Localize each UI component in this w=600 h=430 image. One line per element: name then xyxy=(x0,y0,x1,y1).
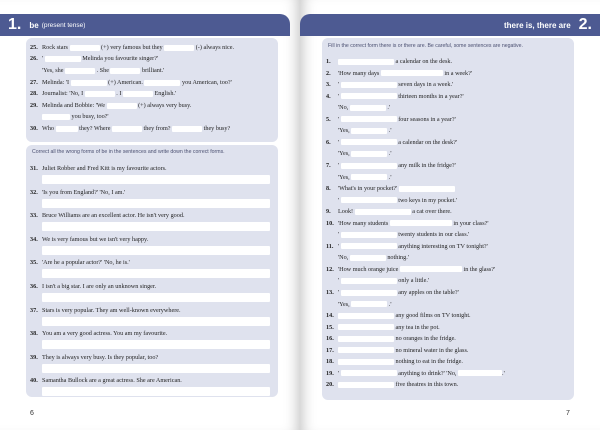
page-number-right: 7 xyxy=(566,410,570,417)
text: ' xyxy=(338,115,341,123)
left-unit-header xyxy=(0,14,290,36)
answer-blank[interactable] xyxy=(351,151,387,157)
exercise-line xyxy=(30,90,176,98)
item-number: 15. xyxy=(326,323,334,331)
text: .' xyxy=(502,369,505,377)
exercise-line xyxy=(326,185,455,193)
answer-blank[interactable] xyxy=(65,68,95,74)
correction-item xyxy=(30,212,185,220)
text: ' xyxy=(338,369,341,377)
answer-line[interactable] xyxy=(42,269,270,278)
correction-item xyxy=(30,377,182,385)
right-unit-header xyxy=(300,14,600,36)
text: 'No, xyxy=(338,254,350,262)
text: they busy? xyxy=(203,125,231,132)
correction-item xyxy=(30,189,125,197)
answer-line[interactable] xyxy=(42,293,270,302)
answer-line[interactable] xyxy=(42,199,270,208)
item-number: 6. xyxy=(326,138,331,146)
text: Journalist: 'No, I xyxy=(42,90,85,97)
text: ' xyxy=(338,277,341,285)
item-number: 4. xyxy=(326,92,331,100)
text: 'No, xyxy=(338,104,350,112)
item-number: 36. xyxy=(30,283,38,290)
answer-blank[interactable] xyxy=(144,80,180,86)
answer-blank[interactable] xyxy=(341,82,397,88)
answer-blank[interactable] xyxy=(350,255,386,261)
text: 'Yes, xyxy=(338,173,352,181)
exercise-line xyxy=(30,125,230,133)
exercise-line xyxy=(326,231,469,239)
item-number: 18. xyxy=(326,358,334,366)
exercise-line xyxy=(326,358,463,366)
sentence-text: Juliet Robber and Fred Kitt is my favourite actors. xyxy=(42,165,167,172)
text: any tea in the pot. xyxy=(394,323,440,331)
item-number: 17. xyxy=(326,346,334,354)
exercise-line xyxy=(326,150,391,158)
exercise-line xyxy=(326,220,489,228)
text: 'How much orange juice xyxy=(338,265,400,273)
item-number: 16. xyxy=(326,335,334,343)
exercise-line xyxy=(326,266,495,274)
text: 'How many days xyxy=(338,69,381,77)
left-instruction: Correct all the wrong forms of be in the sentences and write down the correct forms. xyxy=(32,149,225,155)
answer-blank[interactable] xyxy=(71,80,107,86)
answer-line[interactable] xyxy=(42,340,270,349)
answer-blank[interactable] xyxy=(341,243,397,249)
answer-line[interactable] xyxy=(42,364,270,373)
text: you busy, too?' xyxy=(71,113,109,120)
answer-blank[interactable] xyxy=(338,347,394,353)
text: 'Yes, she xyxy=(42,67,66,74)
text: a calendar on the desk?' xyxy=(396,138,458,146)
text: no mineral water in the glass. xyxy=(394,346,469,354)
exercise-line xyxy=(326,289,459,297)
text: ' xyxy=(338,242,341,250)
answer-line[interactable] xyxy=(42,246,270,255)
item-number: 3. xyxy=(326,81,331,89)
text: they from? xyxy=(143,125,173,132)
text: ' xyxy=(338,81,341,89)
item-number: 11. xyxy=(326,242,334,250)
item-number: 20. xyxy=(326,381,334,389)
item-number: 13. xyxy=(326,289,334,296)
answer-blank[interactable] xyxy=(381,70,443,76)
text: in a week?' xyxy=(442,69,472,77)
item-number: 25. xyxy=(30,44,38,51)
text: nothing.' xyxy=(385,254,409,262)
answer-blank[interactable] xyxy=(123,91,153,97)
text: .' xyxy=(387,173,392,181)
answer-blank[interactable] xyxy=(341,278,397,284)
answer-blank[interactable] xyxy=(70,45,100,51)
text: in your class?' xyxy=(451,219,489,227)
text: five theatres in this town. xyxy=(394,381,459,389)
text: (+) very famous but they xyxy=(101,44,165,51)
sentence-text: 'Are he a popular actor?' 'No, he is.' xyxy=(42,259,130,267)
item-number: 7. xyxy=(326,161,331,169)
exercise-line xyxy=(326,104,390,112)
text: 'Yes, xyxy=(338,127,352,135)
item-number: 33. xyxy=(30,212,38,220)
text: Melinda you favourite singer?' xyxy=(82,55,159,62)
answer-blank[interactable] xyxy=(341,93,397,99)
text: a cat over there. xyxy=(410,208,452,216)
item-number: 10. xyxy=(326,219,334,227)
text: English.' xyxy=(154,90,177,97)
text: 'What's in your pocket?' xyxy=(338,185,399,193)
text: ' xyxy=(42,55,45,62)
text: they? Where xyxy=(79,125,112,132)
exercise-line xyxy=(326,301,391,309)
sentence-text: We is very famous but we isn't very happy. xyxy=(42,235,149,243)
text: no oranges in the fridge. xyxy=(394,335,456,343)
exercise-line xyxy=(326,347,468,355)
unit-number: 1. xyxy=(8,16,22,33)
exercise-line xyxy=(30,55,158,63)
text: in the glass?' xyxy=(461,265,496,273)
item-number: 14. xyxy=(326,312,334,320)
exercise-line xyxy=(326,139,457,147)
text: .' xyxy=(387,150,392,158)
correction-item xyxy=(30,283,156,291)
answer-blank[interactable] xyxy=(56,126,78,132)
text: .' xyxy=(385,104,390,112)
sentence-text: Samantha Bullock are a great actress. She are American. xyxy=(42,377,182,385)
sentence-text: 'Is you from England?' 'No, I am.' xyxy=(42,188,126,196)
item-number: 32. xyxy=(30,188,38,196)
exercise-line xyxy=(326,58,452,66)
item-number: 9. xyxy=(326,208,331,216)
answer-blank[interactable] xyxy=(338,313,394,319)
unit-title: be xyxy=(29,20,39,30)
text: ' xyxy=(338,231,341,239)
text: Melinda and Bobbie: 'We xyxy=(42,102,107,109)
sentence-text: Stars is very popular. They am well-known everywhere. xyxy=(42,306,181,314)
item-number: 26. xyxy=(30,55,38,62)
sentence-text: I isn't a big star. I are only an unknown singer. xyxy=(42,283,157,290)
text: ' xyxy=(338,196,341,204)
unit-subtitle: (present tense) xyxy=(41,21,86,29)
text: nothing to eat in the fridge. xyxy=(394,358,463,366)
text: 'How many students xyxy=(338,219,390,227)
text: any milk in the fridge?' xyxy=(396,161,456,169)
text: thirteen months in a year?' xyxy=(396,92,464,100)
exercise-line xyxy=(326,254,409,262)
item-number: 30. xyxy=(30,125,38,132)
correction-item xyxy=(30,165,167,173)
item-number: 28. xyxy=(30,90,38,97)
item-number: 2. xyxy=(326,69,331,77)
text: ' xyxy=(338,138,341,146)
right-instruction: Fill in the correct form there is or there are. Be careful, some sentences are negative. xyxy=(328,43,523,49)
answer-blank[interactable] xyxy=(107,103,137,109)
text: (-) always nice. xyxy=(195,44,235,51)
exercise-line xyxy=(30,102,191,110)
correction-item xyxy=(30,259,130,267)
answer-blank[interactable] xyxy=(112,126,142,132)
text: brilliant.' xyxy=(142,67,165,74)
answer-blank[interactable] xyxy=(341,232,397,238)
exercise-line xyxy=(30,79,232,87)
answer-blank[interactable] xyxy=(172,126,202,132)
exercise-line xyxy=(30,67,164,75)
text: twenty students in our class.' xyxy=(396,231,470,239)
exercise-line xyxy=(326,174,391,182)
sentence-text: Bruce Williams are an excellent actor. He isn't very good. xyxy=(42,212,185,220)
text: 'Yes, xyxy=(338,300,352,308)
text: Melinda: 'I xyxy=(42,79,71,86)
text: four seasons in a year?' xyxy=(396,115,456,123)
answer-blank[interactable] xyxy=(338,336,394,342)
exercise-line xyxy=(326,208,452,216)
answer-blank[interactable] xyxy=(341,116,397,122)
answer-blank[interactable] xyxy=(355,209,411,215)
text: any apples on the table?' xyxy=(396,289,459,296)
item-number: 35. xyxy=(30,259,38,267)
correction-item xyxy=(30,307,181,315)
exercise-line xyxy=(30,113,109,121)
answer-blank[interactable] xyxy=(341,139,397,145)
item-number: 38. xyxy=(30,330,38,338)
exercise-line xyxy=(326,70,472,78)
item-number: 29. xyxy=(30,102,38,109)
exercise-line xyxy=(326,243,488,251)
exercise-line xyxy=(326,381,458,389)
exercise-line xyxy=(326,335,456,343)
answer-blank[interactable] xyxy=(341,290,397,296)
text: ' xyxy=(338,92,341,100)
answer-line[interactable] xyxy=(42,175,270,184)
text: . She xyxy=(96,67,111,74)
exercise-line xyxy=(326,116,456,124)
item-number: 34. xyxy=(30,235,38,243)
answer-blank[interactable] xyxy=(351,128,387,134)
answer-blank[interactable] xyxy=(341,370,397,376)
item-number: 27. xyxy=(30,79,38,86)
answer-line[interactable] xyxy=(42,222,270,231)
exercise-line xyxy=(30,44,234,52)
item-number: 39. xyxy=(30,353,38,361)
text: seven days in a week.' xyxy=(396,81,454,89)
text: anything to drink?' 'No, xyxy=(396,369,457,377)
exercise-line xyxy=(326,370,505,378)
item-number: 12. xyxy=(326,265,334,273)
item-number: 5. xyxy=(326,115,331,123)
item-number: 31. xyxy=(30,165,38,172)
answer-blank[interactable] xyxy=(350,105,386,111)
text: Rock stars xyxy=(42,44,70,51)
exercise-line xyxy=(326,93,464,101)
answer-blank[interactable] xyxy=(338,382,394,388)
answer-line[interactable] xyxy=(42,317,270,326)
item-number: 1. xyxy=(326,58,331,65)
answer-blank[interactable] xyxy=(458,370,502,376)
item-number: 19. xyxy=(326,369,334,377)
correction-item xyxy=(30,354,158,362)
answer-blank[interactable] xyxy=(164,45,194,51)
page-number-left: 6 xyxy=(30,410,34,417)
exercise-line xyxy=(326,312,471,320)
answer-blank[interactable] xyxy=(400,266,462,272)
unit-title: there is, there are xyxy=(503,20,571,30)
answer-blank[interactable] xyxy=(351,174,387,180)
answer-blank[interactable] xyxy=(45,56,81,62)
item-number: 37. xyxy=(30,306,38,314)
answer-blank[interactable] xyxy=(42,114,70,120)
answer-blank[interactable] xyxy=(351,301,387,307)
text: ' xyxy=(338,289,341,296)
exercise-line xyxy=(326,81,453,89)
exercise-line xyxy=(326,162,456,170)
text: only a little.' xyxy=(396,277,430,285)
text: (+) American. xyxy=(108,79,145,86)
sentence-text: They is always very busy. Is they popular, too? xyxy=(42,353,159,361)
answer-blank[interactable] xyxy=(338,59,394,65)
answer-blank[interactable] xyxy=(338,324,394,330)
text: two keys in my pocket.' xyxy=(396,196,457,204)
text: .' xyxy=(387,300,392,308)
text: . I xyxy=(116,90,123,97)
answer-blank[interactable] xyxy=(85,91,115,97)
correction-item xyxy=(30,330,167,338)
sentence-text: You am a very good actress. You am my favourite. xyxy=(42,330,168,338)
answer-blank[interactable] xyxy=(341,163,397,169)
answer-blank[interactable] xyxy=(110,68,140,74)
answer-line[interactable] xyxy=(42,387,270,396)
text: Look! xyxy=(338,208,355,216)
answer-blank[interactable] xyxy=(399,186,455,192)
exercise-line xyxy=(326,277,429,285)
text: you American, too?' xyxy=(182,79,232,86)
text: (+) always very busy. xyxy=(138,102,192,109)
answer-blank[interactable] xyxy=(390,220,452,226)
correction-item xyxy=(30,236,148,244)
text: .' xyxy=(387,127,392,135)
item-number: 40. xyxy=(30,377,38,385)
exercise-line xyxy=(326,127,391,135)
answer-blank[interactable] xyxy=(338,359,394,365)
text: ' xyxy=(338,161,341,169)
answer-blank[interactable] xyxy=(341,197,397,203)
text: any good films on TV tonight. xyxy=(394,312,471,320)
exercise-line xyxy=(326,197,457,205)
item-number: 8. xyxy=(326,185,331,193)
text: 'Yes, xyxy=(338,150,352,158)
text: Who xyxy=(42,125,56,132)
unit-number: 2. xyxy=(578,16,592,33)
text: a calendar on the desk. xyxy=(394,58,453,65)
text: anything interesting on TV tonight?' xyxy=(396,242,488,250)
exercise-line xyxy=(326,324,440,332)
